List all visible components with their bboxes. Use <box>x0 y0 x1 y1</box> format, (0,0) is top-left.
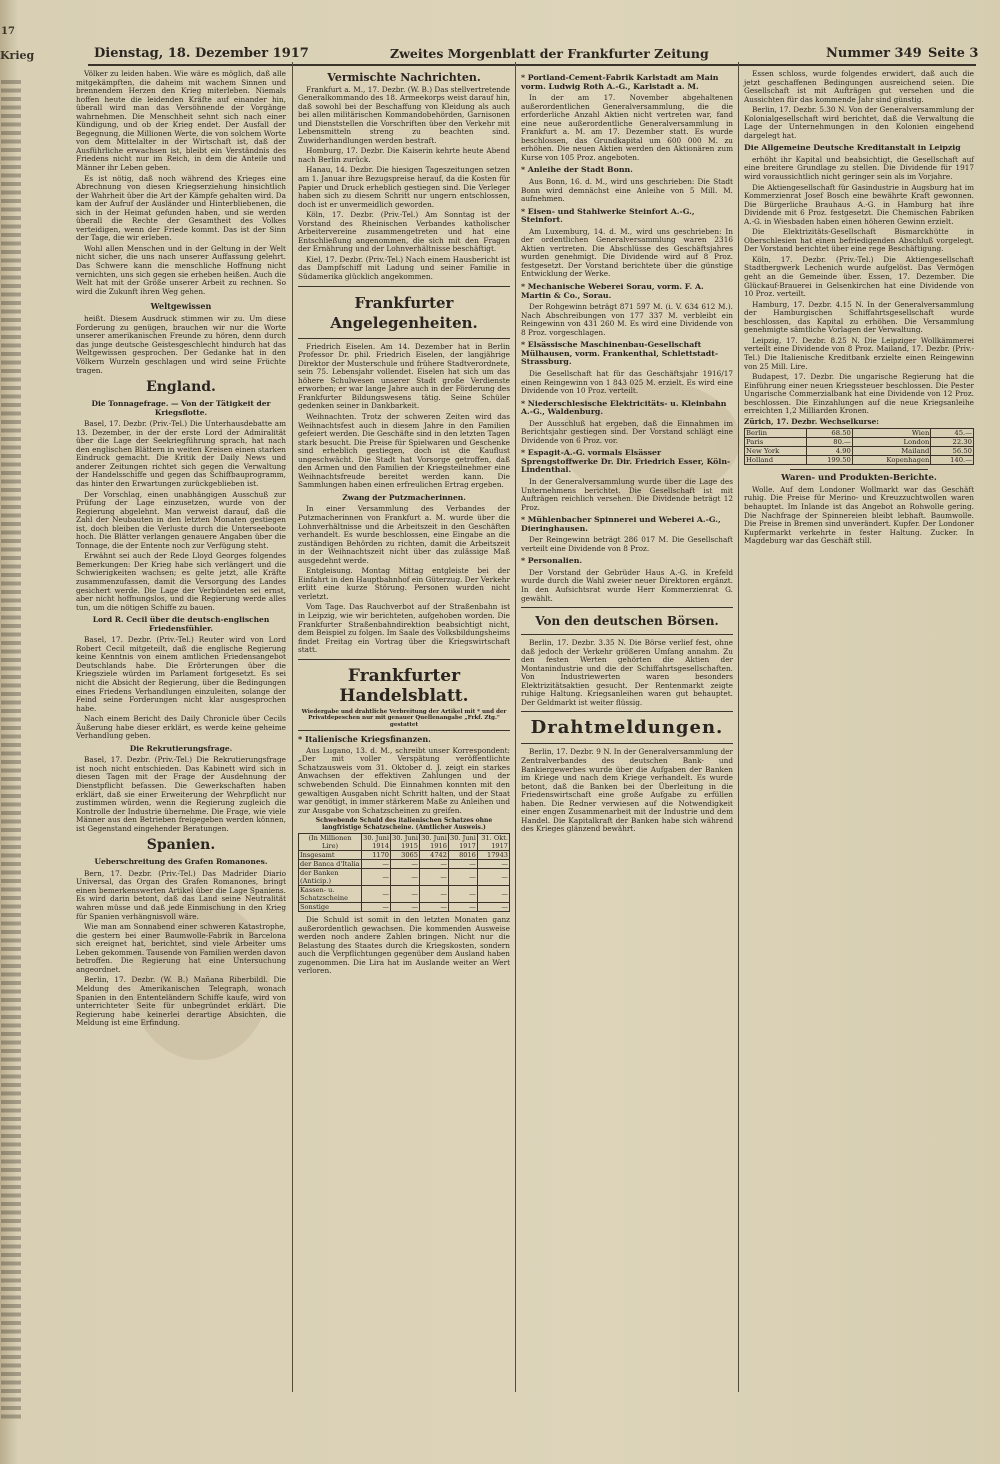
article-text: Bern, 17. Dezbr. (Priv.-Tel.) Das Madrider Diario Universal, das Organ des Grafen Romanones, bringt einen bemerkenswerten Artikel über die Lage Spaniens. Es wird darin betont, daß das Land seine Neutralität wahren müsse und daß jede Einmischung in den Krieg für Spanien verhängnisvoll wäre. <box>76 868 286 921</box>
table-cell: — <box>419 903 448 912</box>
article-text: Die Schuld ist somit in den letzten Monaten ganz außerordentlich gewachsen. Die kommenden Ausweise werden noch andere Zahlen bringen. Nicht nur die Belastung des Staates durch die Kriegskosten, sondern auch die Verpflichtungen gegenüber dem Ausland haben zugenommen. Die Lira hat im Auslande weiter an Wert verloren. <box>298 915 510 976</box>
article-heading: * Niederschlesische Elektricitäts- u. Kleinbahn A.-G., Waldenburg. <box>521 398 727 417</box>
table-row <box>745 456 974 465</box>
article-text: Hamburg, 17. Dezbr. 4.15 N. In der Generalversammlung der Hamburgischen Schiffahrtsgesellschaft wurde beschlossen, das Kapital zu erhöhen. Die Versammlung genehmigte sämtliche Vorlagen der Verwaltung. <box>744 299 974 335</box>
table-row <box>299 869 510 886</box>
article-heading: * Espagit-A.-G. vormals Elsässer Sprengstoffwerke Dr. Dir. Friedrich Esser, Köln-Lindenthal. <box>521 448 731 475</box>
table-row <box>745 429 974 438</box>
table-cell: 1170 <box>362 851 391 860</box>
article-text: Basel, 17. Dezbr. (Priv.-Tel.) Die Unterhausdebatte am 13. Dezember, in der der erste Lord der Admiralität über die Lage der Seekriegführung sprach, hat nach den englischen Blättern in weiten Kreisen einen starken Eindruck gemacht. Die Kritik der Daily News und anderer Zeitungen richtet sich gegen die Verwaltung der Handelsschiffe und gegen das Schiffbauprogramm, das hinter den Erwartungen zurückgeblieben ist. <box>76 419 286 488</box>
table-cell: — <box>419 860 448 869</box>
column-4 <box>744 70 974 1400</box>
article-text: Der Vorschlag, einen unabhängigen Ausschuß zur Prüfung der Lage einzusetzen, wurde von der Regierung abgelehnt. Man verweist darauf, daß die Zahl der Neubauten in den letzten Monaten gestiegen ist, doch bleiben die Verluste durch die Unterseeboote hoch. Die Blätter verlangen genauere Angaben über die Tonnage, die der Entente noch zur Verfügung steht. <box>76 489 286 550</box>
rate-value: 140.— <box>931 456 974 465</box>
table-cell: 3065 <box>390 851 419 860</box>
article-text: Basel, 17. Dezbr. (Priv.-Tel.) Reuter wird von Lord Robert Cecil mitgeteilt, daß die englische Regierung keine Kenntnis von einem amtlichen Friedensangebot Deutschlands habe. Die Erörterungen über die Kriegsziele würden im Parlament fortgesetzt. Es sei nicht die Absicht der Regierung, über die Bedingungen eines Friedens Verhandlungen einzuleiten, solange der Feind seine Forderungen nicht klar ausgesprochen habe. <box>76 635 286 713</box>
section-frame <box>298 659 510 732</box>
article-text: Essen schloss, wurde folgendes erwidert, daß auch die jetzt geschaffenen Bedingungen ausreichend seien. Die Gesellschaft ist mit Aufträgen gut versehen und die Aussichten für das kommende Jahr sind günstig. <box>744 69 974 104</box>
column-separator <box>515 62 516 1392</box>
article-text: In einer Versammlung des Verbandes der Putzmacherinnen von Frankfurt a. M. wurde über die Lohnverhältnisse und die Arbeitszeit in den Geschäften verhandelt. Es wurde beschlossen, eine Eingabe an die zuständigen Behörden zu richten, damit die Arbeitszeit in der Weihnachtszeit nicht über das zulässige Maß ausgedehnt werde. <box>298 504 510 565</box>
rate-city: Holland <box>745 456 807 465</box>
table-cell: — <box>390 869 419 886</box>
table-cell: — <box>448 903 477 912</box>
section-heading: Weltgewissen <box>150 301 212 312</box>
rate-value: 4.90 <box>807 447 853 456</box>
article-heading: * Portland-Cement-Fabrik Karlstadt am Main vorm. Ludwig Roth A.-G., Karlstadt a. M. <box>521 73 719 91</box>
table-cell: — <box>419 869 448 886</box>
article-text: Budapest, 17. Dezbr. Die ungarische Regierung hat die Einführung einer neuen Kriegssteuer beschlossen. Die Pester Ungarische Commerzialbank hat eine Dividende von 12 Proz. beschlossen. Die Einzahlungen auf die neue Kriegsanleihe erreichten 1,2 Milliarden Kronen. <box>744 372 974 416</box>
rate-city: Mailand <box>852 447 930 456</box>
table-cell: 4742 <box>419 851 448 860</box>
article-text: Berlin, 17. Dezbr. 3.35 N. Die Börse verlief fest, ohne daß jedoch der Verkehr größeren Umfang annahm. Zu den festen Werten gehörten die Aktien der Montanindustrie und die der Schiffahrtsgesellschaften. Von Industriewerten waren besonders Elektrizitätsaktien gesucht. Der Rentenmarkt zeigte ruhige Haltung. Kriegsanleihen waren gut behauptet. Der Geldmarkt ist weiter flüssig. <box>521 638 733 707</box>
article-text: In der am 17. November abgehaltenen außerordentlichen Generalversammlung, die die erforderliche Anzahl Aktien nicht vertreten war, fand eine neue außerordentliche Generalversammlung in Frankfurt a. M. am 17. Dezember statt. Es wurde beschlossen, das Grundkapital um 600 000 M. zu erhöhen. Die neuen Aktien werden den Aktionären zum Kurse von 105 Proz. angeboten. <box>521 93 733 162</box>
table-cell: — <box>362 903 391 912</box>
article-text: Frankfurt a. M., 17. Dezbr. (W. B.) Das stellvertretende Generalkommando des 18. Armeekorps weist darauf hin, daß sowohl bei der Beschaffung von Kleidung als auch bei allen militärischen Kommandobehörden, Garnisonen und Dienststellen die Vorschriften über den Verkehr mit Lebensmitteln streng zu beachten sind. Zuwiderhandlungen werden bestraft. <box>298 84 510 145</box>
table-col-header: 30. Juni 1914 <box>363 834 389 851</box>
article-text: Weihnachten. Trotz der schweren Zeiten wird das Weihnachtsfest auch in diesem Jahre in den Familien gefeiert werden. Die Geschäfte sind in den letzten Tagen stark besucht. Die Preise für Spielwaren und Geschenke sind erheblich gestiegen, doch ist die Kauflust ungeschwächt. Die Stadt hat Vorsorge getroffen, daß den Armen und den Familien der Kriegsteilnehmer eine Weihnachtsfreude bereitet werden kann. Die Sammlungen haben einen erfreulichen Ertrag ergeben. <box>298 411 510 490</box>
table-row-label: Sonstige <box>299 903 362 912</box>
article-text: Basel, 17. Dezbr. (Priv.-Tel.) Die Rekrutierungsfrage ist noch nicht entschieden. Das Kabinett wird sich in diesen Tagen mit der Frage der Ausdehnung der Dienstpflicht befassen. Die Gewerkschaften haben erklärt, daß sie einer Erweiterung der Wehrpflicht nur zustimmen würden, wenn die Regierung zugleich die Kontrolle der Industrie übernehme. Die Frage, wie viele Männer aus den Betrieben freigegeben werden können, ist Gegenstand eingehender Beratungen. <box>76 755 286 833</box>
article-heading: Ueberschreitung des Grafen Romanones. <box>94 857 268 867</box>
article-heading: Zwang der Putzmacherinnen. <box>342 492 466 502</box>
column-1 <box>76 70 286 1400</box>
table-col-header: 30. Juni 1917 <box>450 834 476 851</box>
rate-value: 68.50 <box>807 429 853 438</box>
section-heading: Von den deutschen Börsen. <box>535 614 719 629</box>
article-text: Wohl allen Menschen und in der Geltung in der Welt nicht sicher, die uns nach unserer Auffassung gelehrt. Das Schwere kann die menschliche Hoffnung nicht vernichten, uns sich gegen sie erheben heißen. Auch die Welt hat mit der Größe unserer Arbeit zu rechnen. So wird die Zukunft ihren Weg gehen. <box>76 243 286 296</box>
section-heading: Vermischte Nachrichten. <box>327 71 481 84</box>
table-row <box>299 903 510 912</box>
rate-city: Paris <box>745 438 807 447</box>
issue-date: Dienstag, 18. Dezember 1917 <box>94 46 309 61</box>
section-heading: Spanien. <box>146 837 216 854</box>
section-heading: England. <box>146 379 216 396</box>
table-cell: — <box>390 860 419 869</box>
table-row <box>299 851 510 860</box>
article-text: Am Luxemburg, 14. d. M., wird uns geschrieben: In der ordentlichen Generalversammlung waren 2316 Aktien vertreten. Die Abschlüsse des Geschäftsjahres wurden genehmigt. Die Dividende wird auf 8 Proz. festgesetzt. Der Vorstand berichtete über die günstige Entwicklung der Werke. <box>521 226 733 279</box>
debt-table <box>298 833 510 912</box>
article-text: Wolle. Auf dem Londoner Wollmarkt war das Geschäft ruhig. Die Preise für Merino- und Kreuzzuchtwollen waren behauptet. Im Inlande ist das Angebot an Rohwolle gering. Die Nachfrage der Spinnereien bleibt lebhaft. Baumwolle. Die Preise in Bremen sind unverändert. Kupfer. Der Londoner Kupfermarkt verkehrte in fester Haltung. Zucker. In Magdeburg war das Geschäft still. <box>744 484 974 546</box>
table-row <box>299 860 510 869</box>
table-cell: 17943 <box>477 851 509 860</box>
table-cell: — <box>362 869 391 886</box>
adjacent-page-strip <box>0 0 35 1464</box>
adjacent-page-number: 17 <box>1 26 15 37</box>
article-text: Es ist nötig, daß noch während des Krieges eine Abrechnung von diesen Kriegserziehung hinsichtlich der Wahrheit über die Art der Kämpfe gehalten wird. Da kam der Aufruf der Ausländer und Hinterbliebenen, die sich in der Heimat gefunden haben, und sie werden überall die Rechte der Gesamtheit des Volkes verteidigen, wenn der Friede kommt. Das ist der Sinn der Tage, die wir erleben. <box>76 173 286 243</box>
article-text: Die Gesellschaft hat für das Geschäftsjahr 1916/17 einen Reingewinn von 1 843 025 M. erzielt. Es wird eine Dividende von 10 Proz. verteilt. <box>521 368 733 396</box>
table-col-header: 30. Juni 1916 <box>421 834 447 851</box>
article-heading: * Anleihe der Stadt Bonn. <box>521 165 633 175</box>
table-col-header: 30. Juni 1915 <box>392 834 418 851</box>
table-row <box>745 447 974 456</box>
table-row-label: Insgesamt <box>299 851 362 860</box>
article-heading: * Mechanische Weberei Sorau, vorm. F. A. Martin & Co., Sorau. <box>521 282 704 300</box>
table-cell: — <box>390 903 419 912</box>
section-frame <box>521 711 733 744</box>
column-3 <box>521 70 733 1400</box>
article-text: Kiel, 17. Dezbr. (Priv.-Tel.) Nach einem Hausbericht ist das Dampfschiff mit Ladung und seiner Familie in Südamerika glücklich angekommen. <box>298 254 510 282</box>
article-heading: * Italienische Kriegsfinanzen. <box>298 734 431 745</box>
article-text: Aus Lugano, 13. d. M., schreibt unser Korrespondent: „Der mit voller Verspätung veröffentlichte Schatzausweis vom 31. Oktober d. J. zeigt ein starkes Anwachsen der effektiven Zahlungen und der schwebenden Schuld. Die Einnahmen konnten mit den gewaltigen Ausgaben nicht Schritt halten, und der Staat war genötigt, in immer stärkerem Maße zu Anleihen und zur Ausgabe von Schatzscheinen zu greifen. <box>298 745 510 815</box>
table-col-header: 31. Okt. 1917 <box>477 834 509 851</box>
article-text: Vom Tage. Das Rauchverbot auf der Straßenbahn ist in Leipzig, wie wir berichteten, aufgehoben worden. Die Frankfurter Straßenbahndirektion beabsichtigt nicht, dem Beispiel zu folgen. Im Saale des Volksbildungsheims findet Freitag ein Vortrag über die Kriegswirtschaft statt. <box>298 602 510 655</box>
adjacent-page-word: Krieg <box>0 49 35 62</box>
article-heading: Die Rekrutierungsfrage. <box>129 743 233 753</box>
table-cell: — <box>448 886 477 903</box>
exchange-rates-heading: Zürich, 17. Dezbr. Wechselkurse: <box>744 416 879 426</box>
rate-value: 199.50 <box>807 456 853 465</box>
article-text: Erwähnt sei auch der Rede Lloyd Georges folgendes Bemerkungen: Der Krieg habe sich verlängert und die Schwierigkeiten wachsen; es gelte jetzt, alle Kräfte zusammenzufassen, damit die Versorgung des Landes gesichert werde. Die Lage der Verbündeten sei ernst, aber nicht hoffnungslos, und die Regierung werde alles tun, um die nötigen Schiffe zu bauen. <box>76 551 286 612</box>
article-text: Nach einem Bericht des Daily Chronicle über Cecils Äußerung habe dieser erklärt, es werde keine geheime Verhandlung geben. <box>76 714 286 741</box>
article-text: Homburg, 17. Dezbr. Die Kaiserin kehrte heute Abend nach Berlin zurück. <box>298 146 510 164</box>
article-text: Der Rohgewinn beträgt 871 597 M. (i. V. 634 612 M.). Nach Abschreibungen von 177 337 M. verbleibt ein Reingewinn von 431 260 M. Es wird eine Dividende von 8 Proz. vorgeschlagen. <box>521 302 733 337</box>
rate-city: Berlin <box>745 429 807 438</box>
rate-city: London <box>852 438 930 447</box>
table-cell: — <box>362 860 391 869</box>
table-row-label: der Banca d'Italia <box>299 860 362 869</box>
reprint-notice: Wiedergabe und drahtliche Verbreitung der Artikel mit * und der Privatdepeschen nur mit genauer Quellenangabe „Frkf. Ztg." gestattet <box>301 708 507 728</box>
article-text: Der Vorstand der Gebrüder Haus A.-G. in Krefeld wurde durch die Wahl zweier neuer Direktoren ergänzt. In den Aufsichtsrat wurde Herr Kommerzienrat G. gewählt. <box>521 567 733 603</box>
article-heading: Die Tonnagefrage. — Von der Tätigkeit der Kriegsflotte. <box>91 399 271 417</box>
table-cell: — <box>477 860 509 869</box>
divider <box>790 469 928 470</box>
section-frame <box>298 286 510 339</box>
article-text: Der Ausschluß hat ergeben, daß die Einnahmen im Berichtsjahr gestiegen sind. Der Vorstand schlägt eine Dividende von 6 Proz. vor. <box>521 418 733 445</box>
table-cell: — <box>477 903 509 912</box>
article-text: In der Generalversammlung wurde über die Lage des Unternehmens berichtet. Die Gesellschaft ist mit Aufträgen reichlich versehen. Die Dividende beträgt 12 Proz. <box>521 476 733 512</box>
table-cell: — <box>448 860 477 869</box>
table-cell: — <box>419 886 448 903</box>
adjacent-text-lines <box>1 80 21 1420</box>
exchange-rates-table <box>744 428 974 465</box>
table-row-label: Kassen- u. Schatzscheine <box>299 886 362 903</box>
table-title: Schwebende Schuld des italienischen Schatzes ohne langfristige Schatzscheine. (Amtlicher Ausweis.) <box>315 817 493 832</box>
article-text: Berlin, 17. Dezbr. 5.30 N. Von der Generalversammlung der Kolonialgesellschaft wird berichtet, daß die Verwaltung die Lage der Unternehmungen in den Kolonien eingehend dargelegt hat. <box>744 105 974 140</box>
article-heading: Lord R. Cecil über die deutsch-englischen Friedensfühler. <box>92 615 270 633</box>
article-text: Entgleisung. Montag Mittag entgleiste bei der Einfahrt in den Hauptbahnhof ein Güterzug. Der Verkehr erlitt eine kurze Störung. Personen wurden nicht verletzt. <box>298 566 510 601</box>
edition-title: Zweites Morgenblatt der Frankfurter Zeitung <box>390 46 709 61</box>
rate-value: 22.30 <box>931 438 974 447</box>
rate-value: 80.— <box>807 438 853 447</box>
header-rule <box>88 64 976 66</box>
article-heading: * Eisen- und Stahlwerke Steinfort A.-G., Steinfort. <box>521 206 695 225</box>
article-text: Köln, 17. Dezbr. (Priv.-Tel.) Am Sonntag ist der Vorstand des Rheinischen Verbandes katholischer Arbeitervereine zusammengetreten und hat eine Entschließung angenommen, die sich mit den Fragen der Ernährung und der Lohnverhältnisse beschäftigt. <box>298 210 510 254</box>
column-2 <box>298 70 510 1400</box>
article-text: Wie man am Sonnabend einer schweren Katastrophe, die gestern bei einer Baumwolle-Fabrik in Barcelona sich ereignet hat, berichtet, sind viele Arbeiter ums Leben gekommen. Tausende von Familien werden davon betroffen. Die Regierung hat eine Untersuchung angeordnet. <box>76 922 286 974</box>
table-unit: (In Millionen Lire) <box>299 834 362 851</box>
section-heading: Frankfurter Handelsblatt. <box>339 665 469 706</box>
article-text: Der Reingewinn beträgt 286 017 M. Die Gesellschaft verteilt eine Dividende von 8 Proz. <box>521 535 733 553</box>
article-text: erhöht ihr Kapital und beabsichtigt, die Gesellschaft auf eine breitere Grundlage zu stellen. Die Dividende für 1917 wird voraussichtlich nicht geringer sein als im Vorjahre. <box>744 154 974 182</box>
article-heading: * Mühlenbacher Spinnerei und Weberei A.-G., Dieringhausen. <box>521 515 721 533</box>
table-cell: — <box>448 869 477 886</box>
table-cell: — <box>390 886 419 903</box>
table-row-label: der Banken (Anticip.) <box>299 869 362 886</box>
article-text: Die Aktiengesellschaft für Gasindustrie in Augsburg hat im Kommerzienrat Josef Bosch eine bewährte Kraft gewonnen. Die Bürgerliche Brauhaus A.-G. in Hamburg hat ihre Dividende mit 6 Proz. festgesetzt. Die Chemischen Fabriken A.-G. in Wiesbaden haben einen höheren Gewinn erzielt. <box>744 182 974 226</box>
table-cell: — <box>477 869 509 886</box>
rate-city: Kopenhagen <box>852 456 930 465</box>
article-text: Hanau, 14. Dezbr. Die hiesigen Tageszeitungen setzen am 1. Januar ihre Bezugspreise herauf, da die Kosten für Papier und Druck erheblich gestiegen sind. Die Verleger haben sich zu diesem Schritt nur ungern entschlossen, doch ist er unvermeidlich geworden. <box>298 165 510 209</box>
column-separator <box>292 62 293 1392</box>
article-text: Berlin, 17. Dezbr. 9 N. In der Generalversammlung der Zentralverbandes des deutschen Bank- und Bankiergewerbes wurde über die Aufgaben der Banken im Kriege und nach dem Kriege verhandelt. Es wurde betont, daß die Banken bei der Überleitung in die Friedenswirtschaft eine große Aufgabe zu erfüllen haben. Die Redner verwiesen auf die Notwendigkeit einer engen Zusammenarbeit mit der Industrie und dem Handel. Die Kapitalkraft der Banken habe sich während des Krieges glänzend bewährt. <box>521 747 733 834</box>
section-heading: Drahtmeldungen. <box>530 717 724 739</box>
article-heading: Die Allgemeine Deutsche Kreditanstalt in Leipzig <box>744 143 961 153</box>
article-text: Aus Bonn, 16. d. M., wird uns geschrieben: Die Stadt Bonn wird demnächst eine Anleihe von 5 Mill. M. aufnehmen. <box>521 177 733 204</box>
rate-city: New York <box>745 447 807 456</box>
article-text: Köln, 17. Dezbr. (Priv.-Tel.) Die Aktiengesellschaft Stadtbergwerk Lechenich wurde aufgelöst. Das Vermögen geht an die Gemeinde über. Essen, 17. Dezember. Die Glückauf-Brauerei in Gelsenkirchen hat eine Dividende von 10 Proz. verteilt. <box>744 254 974 299</box>
article-text: Berlin, 17. Dezbr. (W. B.) Mañana Riberbildl. Die Meldung des Amerikanischen Telegraph, wonach Spanien in den Ententeländern Schiffe kaufe, wird von unterrichteter Seite für unbegründet erklärt. Die Regierung habe keinerlei derartige Absichten, die Meldung ist eine Erfindung. <box>76 975 286 1028</box>
section-heading: Waren- und Produkten-Berichte. <box>781 473 937 484</box>
table-cell: — <box>477 886 509 903</box>
rate-value: 56.50 <box>931 447 974 456</box>
article-heading: * Elsässische Maschinenbau-Gesellschaft Mülhausen, vorm. Frankenthal, Schlettstadt-Strassburg. <box>521 340 719 367</box>
article-text: Friedrich Eiselen. Am 14. Dezember hat in Berlin Professor Dr. phil. Friedrich Eiselen, der langjährige Direktor der Musterschule und frühere Stadtverordnete, sein 75. Lebensjahr vollendet. Eiselen hat sich um das höhere Schulwesen unserer Stadt große Verdienste erworben; er war lange Jahre auch in der Förderung des Frankfurter Bildungswesens tätig. Seine Schüler gedenken seiner in Dankbarkeit. <box>298 341 510 411</box>
article-text: Die Elektrizitäts-Gesellschaft Bismarckhütte in Oberschlesien hat einen befriedigenden Abschluß vorgelegt. Der Vorstand berichtet über eine rege Beschäftigung. <box>744 227 974 254</box>
article-text: heißt. Diesem Ausdruck stimmen wir zu. Um diese Forderung zu genügen, brauchen wir nur die Worte unserer amerikanischen Freunde zu hören, denn durch das junge deutsche Geistesgeschlecht hindurch hat das Weltgewissen gesprochen. Der Gedanke hat in den Völkern Wurzeln geschlagen und wird seine Früchte tragen. <box>76 314 286 375</box>
column-separator <box>738 62 739 1392</box>
rate-city: Wien <box>852 429 930 438</box>
table-cell: 8016 <box>448 851 477 860</box>
page-number: Seite 3 <box>928 46 979 61</box>
table-row <box>745 438 974 447</box>
article-text: Leipzig, 17. Dezbr. 8.25 N. Die Leipziger Wollkämmerei verteilt eine Dividende von 8 Proz. Mailand, 17. Dezbr. (Priv.-Tel.) Die Italienische Kreditbank erzielte einen Reingewinn von 25 Mill. Lire. <box>744 335 974 371</box>
rate-value: 45.— <box>931 429 974 438</box>
table-header-row <box>299 834 510 851</box>
section-frame <box>521 607 733 635</box>
issue-number: Nummer 349 <box>826 46 922 61</box>
article-text: Völker zu leiden haben. Wie wäre es möglich, daß alle mitgekämpften, die daheim mit wachem Sinnen und brennendem Herzen den Krieg miterleben. Niemals hoffen heute die leidenden Kräfte auf einander hin, überall wird man das Versöhnende der Vorgänge wahrnehmen. Die Menschheit sehnt sich nach einer Kündigung, und ob der Krieg endet. Der Ausfall der Begegnung, die Millionen Werte, die von solchem Worte von dem Mittelalter in der Wirtschaft ist, daß der Ausführliche erwachsen ist, bleibt ein Verständnis des Friedens nicht nur im Reich, in dem die Anteile und Männer ihr Leben geben. <box>76 69 286 173</box>
section-heading: Frankfurter Angelegenheiten. <box>330 293 478 332</box>
table-row <box>299 886 510 903</box>
article-heading: * Personalien. <box>521 556 583 566</box>
table-cell: — <box>362 886 391 903</box>
